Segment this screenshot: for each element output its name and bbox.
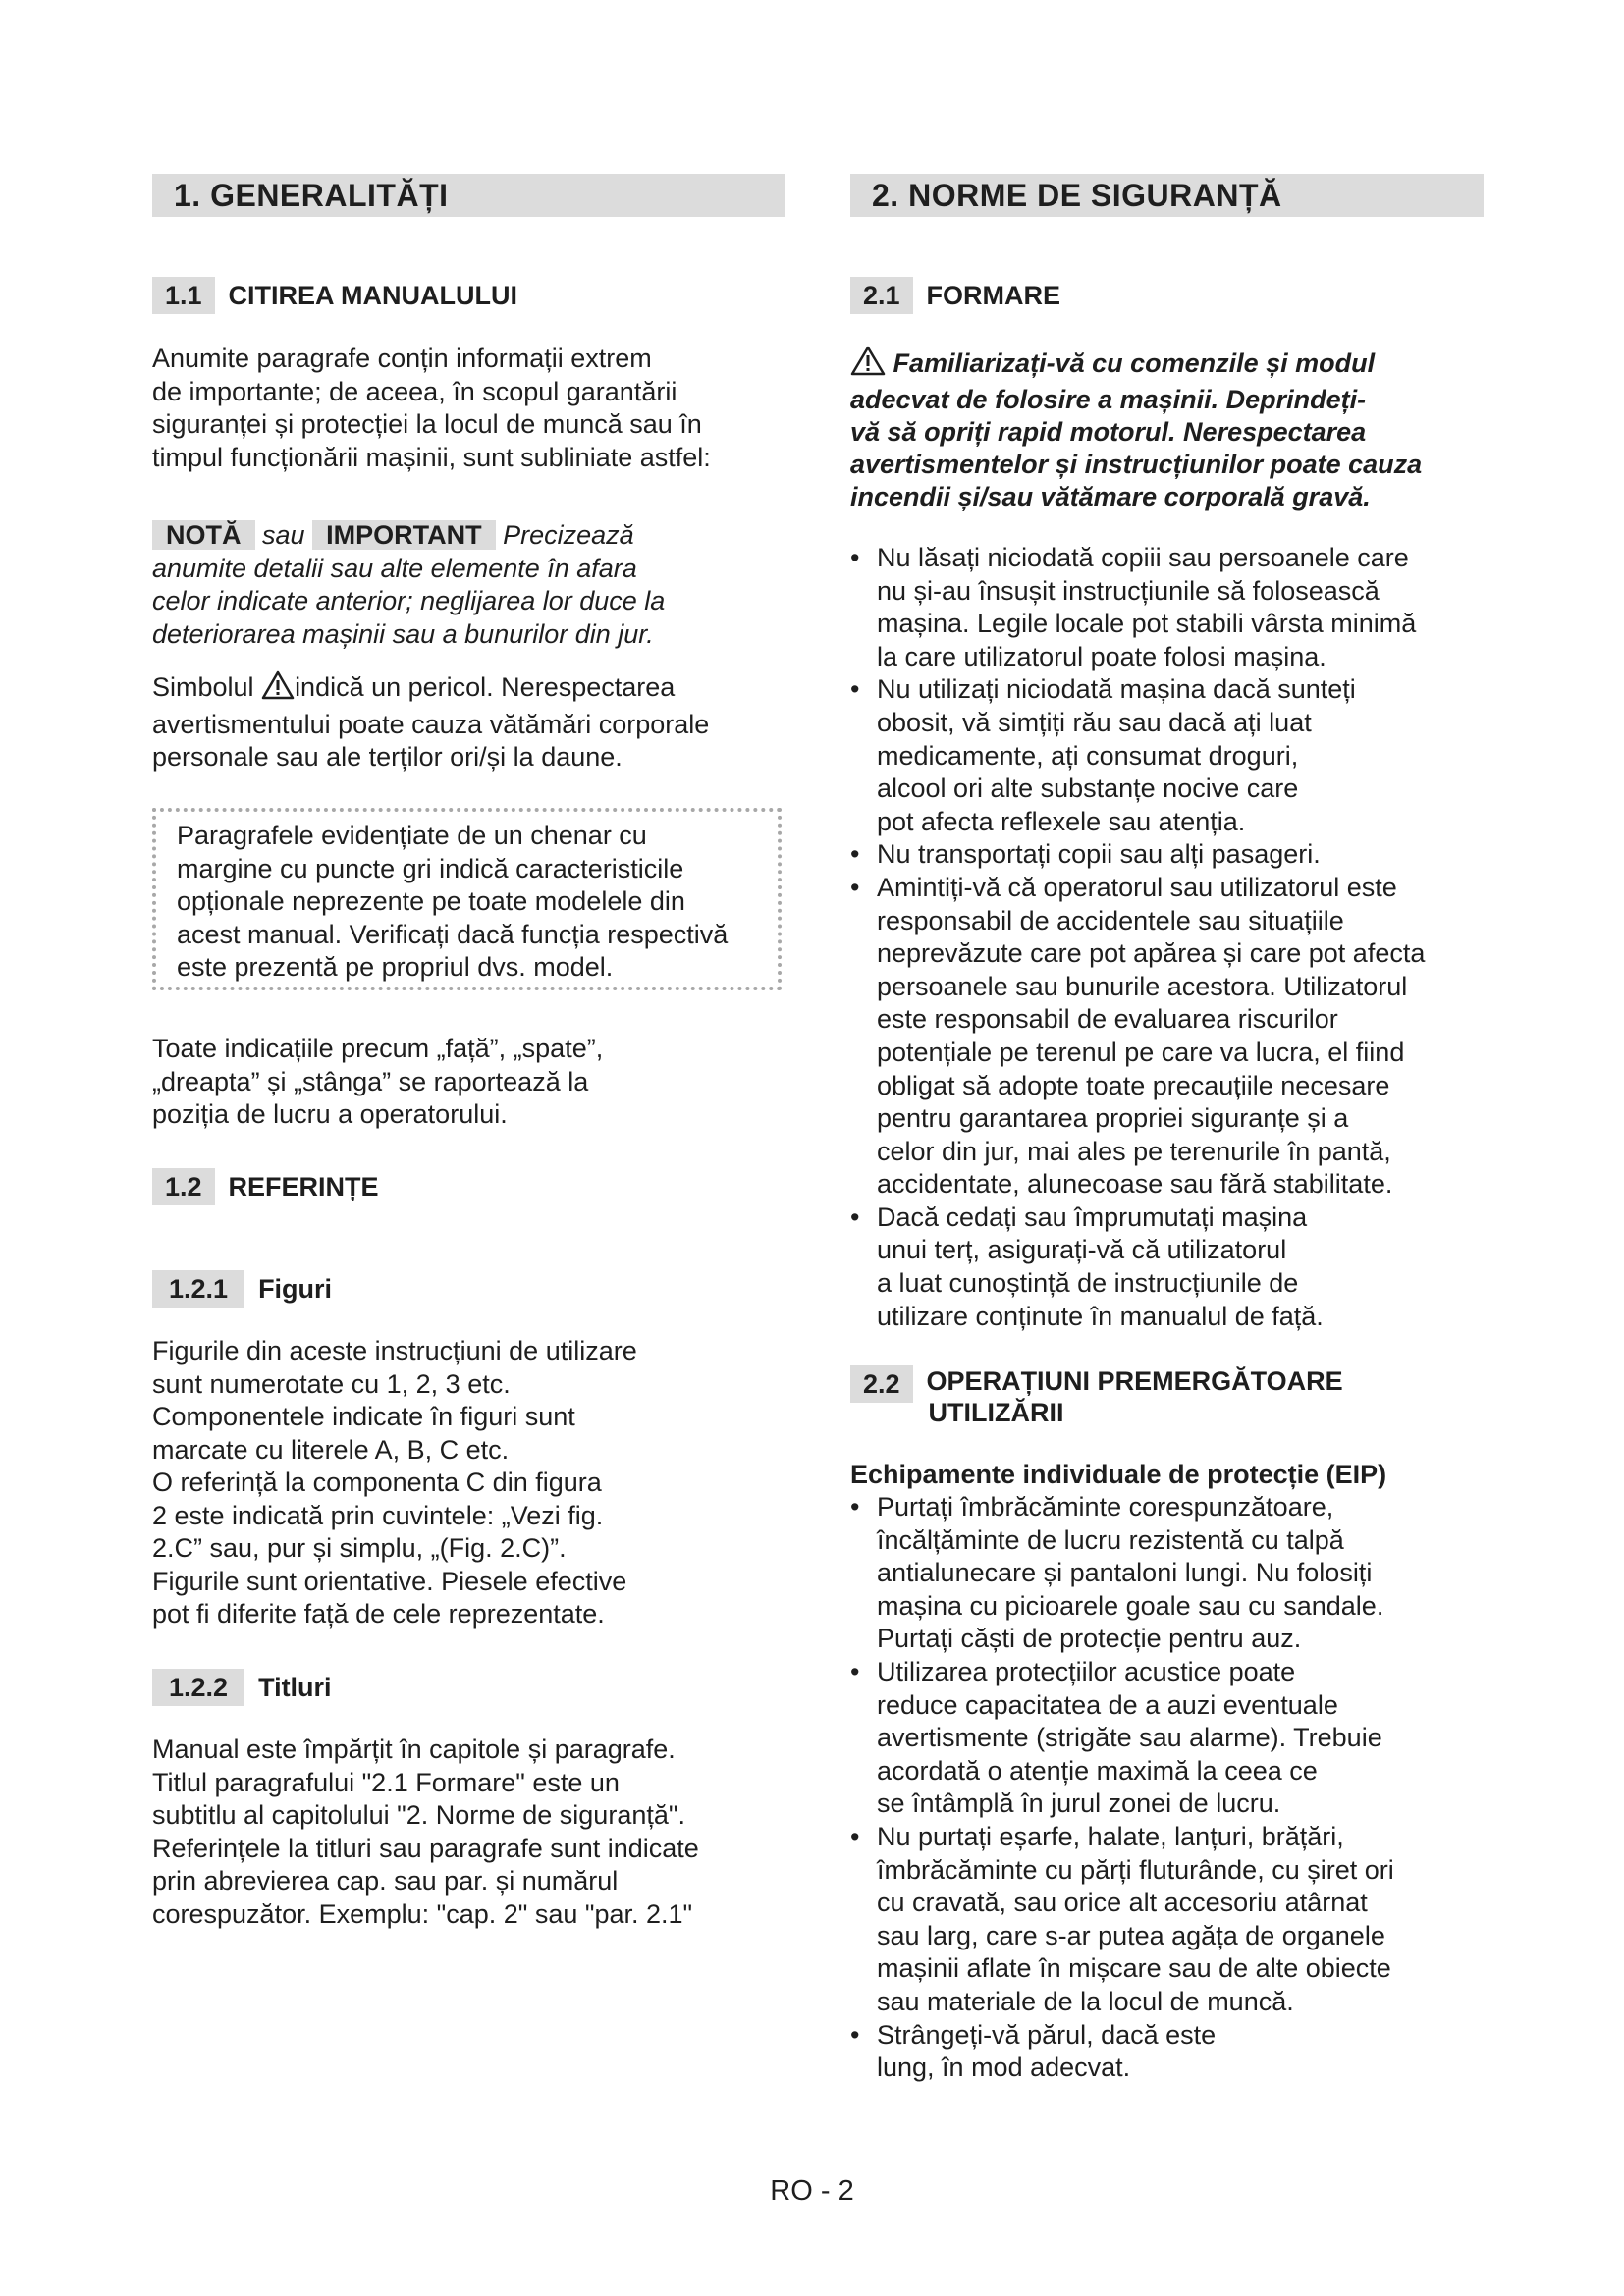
text-line: deteriorarea mașinii sau a bunurilor din jur. [152,618,654,649]
text-line: Referințele la titluri sau paragrafe sunt indicate [152,1833,699,1863]
section-title: REFERINȚE [228,1171,379,1201]
text-line: pot fi diferite față de cele reprezentate. [152,1599,605,1629]
list-item: • Nu lăsați niciodată copiii sau persoanele care nu și-au însușit instrucțiunile să folosească mașina. Legile locale pot stabili vârsta minimă la care utilizatorul poate folosi mașina. [850,542,1489,673]
chapter-heading-2: 2. NORME DE SIGURANȚĂ [850,174,1484,217]
text-line: „dreapta” și „stânga” se raportează la [152,1066,589,1096]
text-line: incendii și/sau vătămare corporală gravă. [850,482,1371,511]
section-title-line: UTILIZĂRII [928,1398,1064,1427]
figuri-paragraph [152,1335,637,1631]
text-line: adecvat de folosire a mașinii. Deprindeți- [850,385,1367,414]
note-paragraph [152,519,665,651]
section-number: 2.2 [850,1365,913,1403]
note-sau: sau [262,520,305,550]
text-fragment: indică un pericol. Nerespectarea [295,672,676,702]
text-line: 2.C” sau, pur și simplu, „(Fig. 2.C)”. [152,1533,567,1563]
safety-warning [850,346,1489,513]
optional-features-box [152,808,782,990]
section-heading-1-2-1 [152,1270,332,1308]
list-item: • Nu transportați copii sau alți pasageri. [850,838,1489,872]
text-line: Titlul paragrafului "2.1 Formare" este un [152,1767,620,1797]
text-line: Toate indicațiile precum „față”, „spate”, [152,1034,604,1063]
section-title: Titluri [258,1672,332,1702]
section-heading-2-1 [850,277,1060,314]
text-line: opționale neprezente pe toate modelele din [177,886,685,916]
section-heading-1-1 [152,277,517,314]
section-title [927,1365,1343,1428]
note-tag: NOTĂ [152,520,255,550]
list-item: • Purtați îmbrăcăminte corespunzătoare, încălțăminte de lucru rezistentă cu talpă antialunecare și pantaloni lungi. Nu folosiți mașina cu picioarele goale sau cu sandale. Purtați căști de protecție pentru auz. [850,1491,1489,1656]
text-line: este prezentă pe propriul dvs. model. [177,952,614,982]
text-line: Anumite paragrafe conțin informații extrem [152,344,652,373]
note-first-word: Precizează [503,520,634,550]
titluri-paragraph [152,1734,699,1931]
ppe-bullet-list [850,1491,1489,2085]
section-title: Figuri [258,1273,333,1304]
orientation-paragraph [152,1033,603,1132]
warning-triangle-icon [850,346,886,384]
text-line: avertismentelor și instrucțiunilor poate cauza [850,450,1423,479]
symbol-paragraph [152,670,709,774]
text-fragment: Simbolul [152,672,254,702]
text-line: Figurile din aceste instrucțiuni de utilizare [152,1336,637,1365]
text-line: subtitlu al capitolului "2. Norme de siguranță". [152,1800,685,1830]
text-line: Figurile sunt orientative. Piesele efective [152,1566,627,1596]
text-line: avertismentului poate cauza vătămări corporale [152,709,710,739]
section-number: 1.2 [152,1168,215,1205]
list-item: • Nu utilizați niciodată mașina dacă sunteți obosit, vă simțiți rău sau dacă ați luat medicamente, ați consumat droguri, alcool ori alte substanțe nocive care pot afecta reflexele sau atenția. [850,673,1489,838]
list-item: • Nu purtați eșarfe, halate, lanțuri, brățări, îmbrăcăminte cu părți fluturânde, cu șiret ori cu cravată, sau orice alt accesoriu atârnat sau larg, care s-ar putea agăța de organele mașinii aflate în mișcare sau de alte obiecte sau materiale de la locul de muncă. [850,1821,1489,2019]
list-item: • Strângeți-vă părul, dacă este lung, în mod adecvat. [850,2019,1489,2085]
training-bullet-list [850,542,1489,1333]
intro-paragraph [152,343,711,474]
section-number: 1.2.2 [152,1669,244,1706]
text-line: personale sau ale terților ori/și la daune. [152,742,623,772]
text-line: de importante; de aceea, în scopul garantării [152,376,677,406]
list-item: • Dacă cedați sau împrumutați mașina unui terț, asigurați-vă că utilizatorul a luat cunoștință de instrucțiunile de utilizare conținute în manualul de față. [850,1201,1489,1333]
warning-triangle-icon [261,670,295,709]
text-line: Manual este împărțit în capitole și paragrafe. [152,1735,676,1764]
text-line: prin abrevierea cap. sau par. și numărul [152,1866,619,1896]
list-item: • Utilizarea protecțiilor acustice poate reduce capacitatea de a auzi eventuale avertismente (strigăte sau alarme). Trebuie acordată o atenție maximă la ceea ce se întâmplă în jurul zonei de lucru. [850,1656,1489,1821]
text-line: O referință la componenta C din figura [152,1468,602,1497]
chapter-heading-1: 1. GENERALITĂȚI [152,174,785,217]
section-heading-2-2 [850,1365,1343,1428]
text-line: siguranței și protecției la locul de muncă sau în [152,409,702,439]
text-line: celor indicate anterior; neglijarea lor duce la [152,586,666,615]
section-heading-1-2 [152,1168,379,1205]
section-number: 1.1 [152,277,215,314]
section-number: 2.1 [850,277,913,314]
text-line: timpul funcționării mașinii, sunt subliniate astfel: [152,442,711,472]
section-number: 1.2.1 [152,1270,244,1308]
text-line: 2 este indicată prin cuvintele: „Vezi fig. [152,1500,604,1530]
text-line: vă să opriți rapid motorul. Nerespectarea [850,417,1367,447]
section-title: CITIREA MANUALULUI [228,280,518,310]
text-line: poziția de lucru a operatorului. [152,1099,508,1129]
list-item: • Amintiți-vă că operatorul sau utilizatorul este responsabil de accidentele sau situațiile neprevăzute care pot apărea și care pot afecta persoanele sau bunurile acestora. Utilizatorul este responsabil de evaluarea riscurilor potențiale pe terenul pe care va lucra, el fiind obligat să adopte toate precauțiile necesare pentru garantarea propriei siguranțe și a celor din jur, mai ales pe terenurile în pantă, accidentate, alunecoase sau fără stabilitate. [850,872,1489,1201]
section-title: FORMARE [926,280,1061,310]
text-line: Familiarizați-vă cu comenzile și modul [893,348,1376,378]
text-line: sunt numerotate cu 1, 2, 3 etc. [152,1368,511,1399]
text-line: Componentele indicate în figuri sunt [152,1402,575,1431]
text-line: acest manual. Verificați dacă funcția respectivă [177,919,729,949]
text-line: Paragrafele evidențiate de un chenar cu [177,821,647,850]
ppe-heading: Echipamente individuale de protecție (EIP) [850,1460,1387,1489]
section-heading-1-2-2 [152,1669,332,1706]
section-title-line: OPERAȚIUNI PREMERGĂTOARE [926,1366,1343,1396]
text-line: margine cu puncte gri indică caracteristicile [177,853,684,883]
text-line: corespuzător. Exemplu: "cap. 2" sau "par. 2.1" [152,1898,693,1929]
text-line: marcate cu literele A, B, C etc. [152,1434,510,1465]
page-number: RO - 2 [770,2175,854,2207]
text-line: anumite detalii sau alte elemente în afara [152,553,637,583]
important-tag: IMPORTANT [312,520,495,550]
